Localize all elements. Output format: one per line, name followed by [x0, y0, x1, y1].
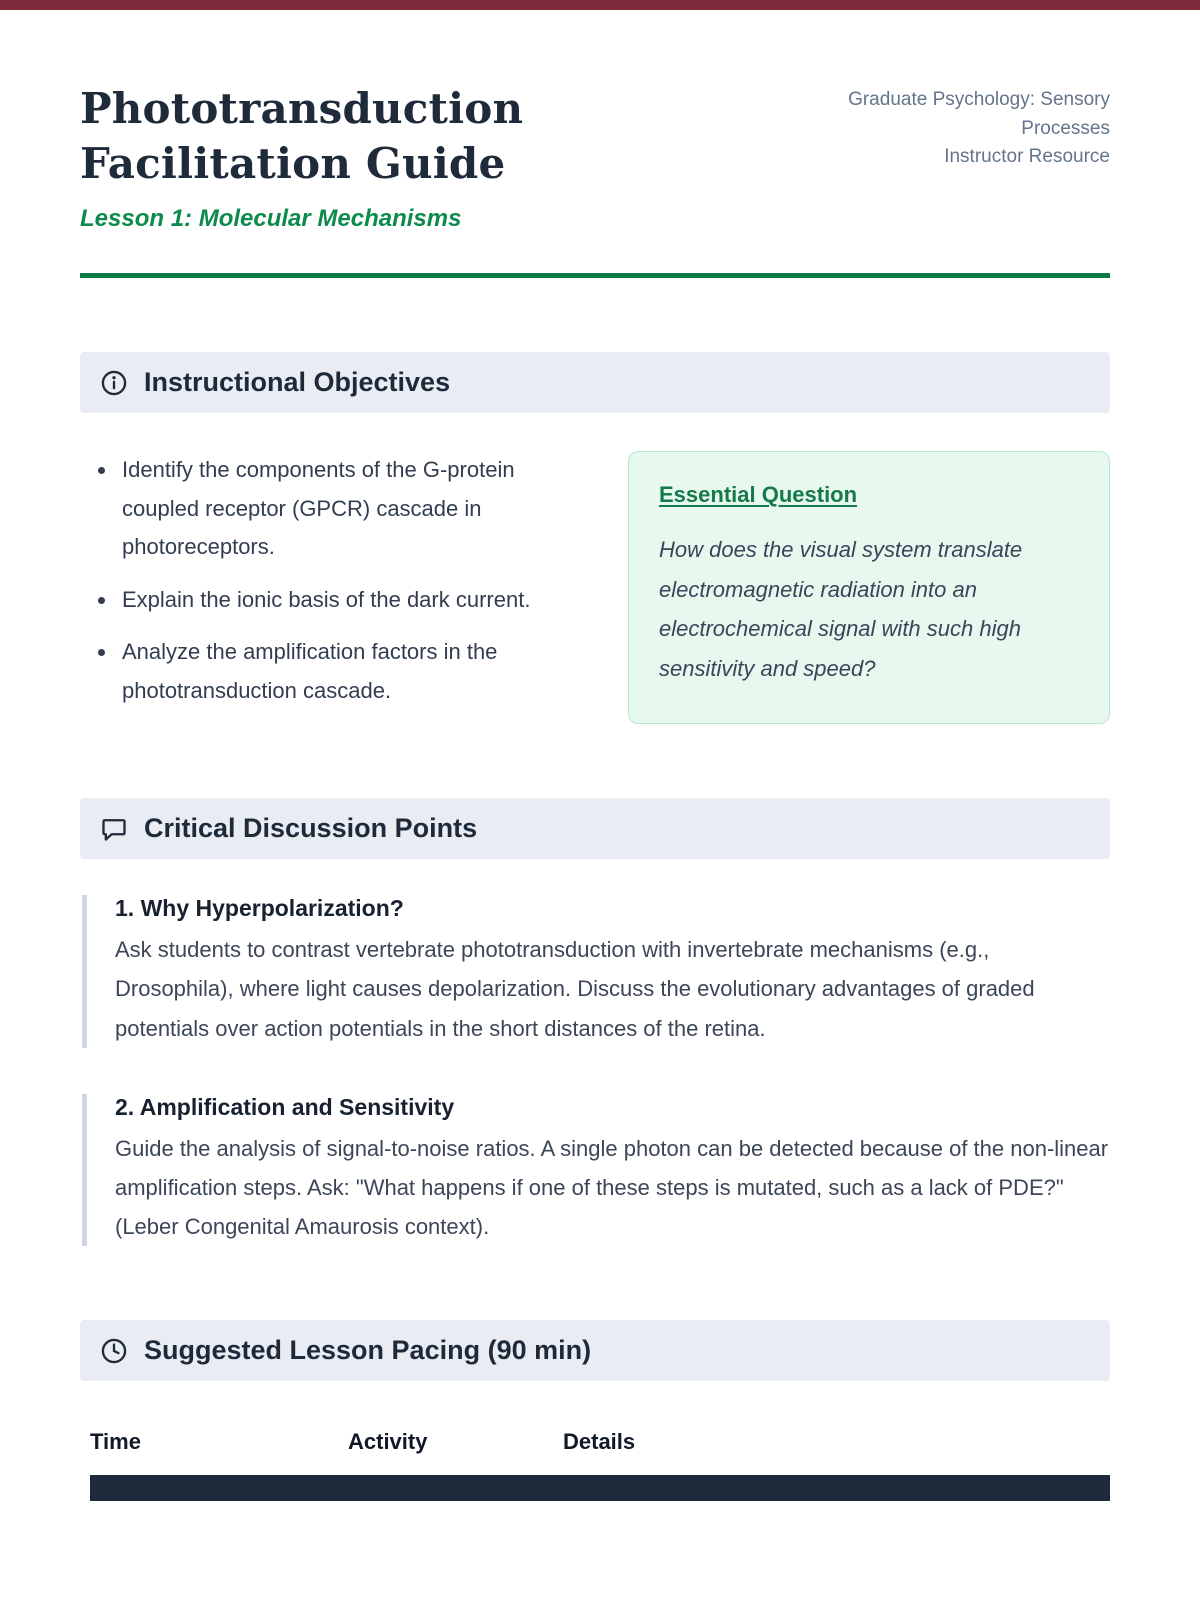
chat-bubble-icon: [100, 815, 128, 843]
essential-question-text: How does the visual system translate electromagnetic radiation into an electrochemical signal with such high sensitivity and speed?: [659, 537, 1023, 681]
pacing-table-dark-row: [90, 1475, 1110, 1501]
section-header-objectives: [80, 352, 1110, 413]
discussion-point-body: Guide the analysis of signal-to-noise ratios. A single photon can be detected because of the non-linear amplification steps. Ask: "What happens if one of these steps is mutated, such as a lack of PDE?" (Leber Congenital Amaurosis context).: [115, 1135, 1109, 1239]
document-page: [0, 10, 1200, 1501]
course-label: Graduate Psychology: Sensory Processes: [848, 89, 1110, 139]
info-icon: [100, 369, 128, 397]
essential-question-title: Essential Question: [659, 482, 858, 508]
discussion-point-heading: 2. Amplification and Sensitivity: [115, 1093, 455, 1120]
pacing-table-header-row: [90, 1429, 1110, 1475]
pacing-col-time: Time: [90, 1429, 141, 1455]
objectives-list: [80, 451, 582, 724]
section-header-pacing: [80, 1320, 1110, 1381]
discussion-point: [82, 895, 1110, 1047]
section-pacing: [80, 1320, 1110, 1501]
section-title-discussion: Critical Discussion Points: [144, 813, 478, 844]
objective-item: • Identify the components of the G-protein coupled receptor (GPCR) cascade in photoreceptors.: [118, 451, 582, 567]
section-objectives: [80, 352, 1110, 724]
pacing-col-activity: Activity: [348, 1429, 428, 1455]
discussion-point: [82, 1094, 1110, 1246]
pacing-col-details: Details: [563, 1429, 636, 1455]
discussion-point-heading: 1. Why Hyperpolarization?: [115, 895, 404, 922]
section-title-pacing: Suggested Lesson Pacing (90 min): [144, 1335, 592, 1366]
objective-item: • Explain the ionic basis of the dark current.: [118, 581, 582, 620]
lesson-subtitle: Lesson 1: Molecular Mechanisms: [80, 205, 462, 233]
clock-icon: [100, 1337, 128, 1365]
section-title-objectives: Instructional Objectives: [144, 367, 451, 398]
resource-label: Instructor Resource: [944, 146, 1110, 167]
discussion-point-body: Ask students to contrast vertebrate phototransduction with invertebrate mechanisms (e.g., Drosophila), where light causes depolarization. Discuss the evolutionary advantages of graded potentials over action potentials in the short distances of the retina.: [115, 937, 1035, 1041]
header-title-block: [80, 82, 620, 233]
section-header-discussion: [80, 798, 1110, 859]
section-discussion: [80, 798, 1110, 1246]
top-accent-bar: [0, 0, 1200, 10]
pacing-table: [90, 1429, 1110, 1501]
page-title: Phototransduction Facilitation Guide: [80, 84, 524, 188]
essential-question-box: [628, 451, 1110, 723]
header-divider: [80, 273, 1110, 278]
objectives-content: [80, 451, 1110, 724]
objective-item: • Analyze the amplification factors in the phototransduction cascade.: [118, 633, 582, 710]
header-meta: [760, 82, 1110, 172]
document-header: [80, 82, 1110, 233]
